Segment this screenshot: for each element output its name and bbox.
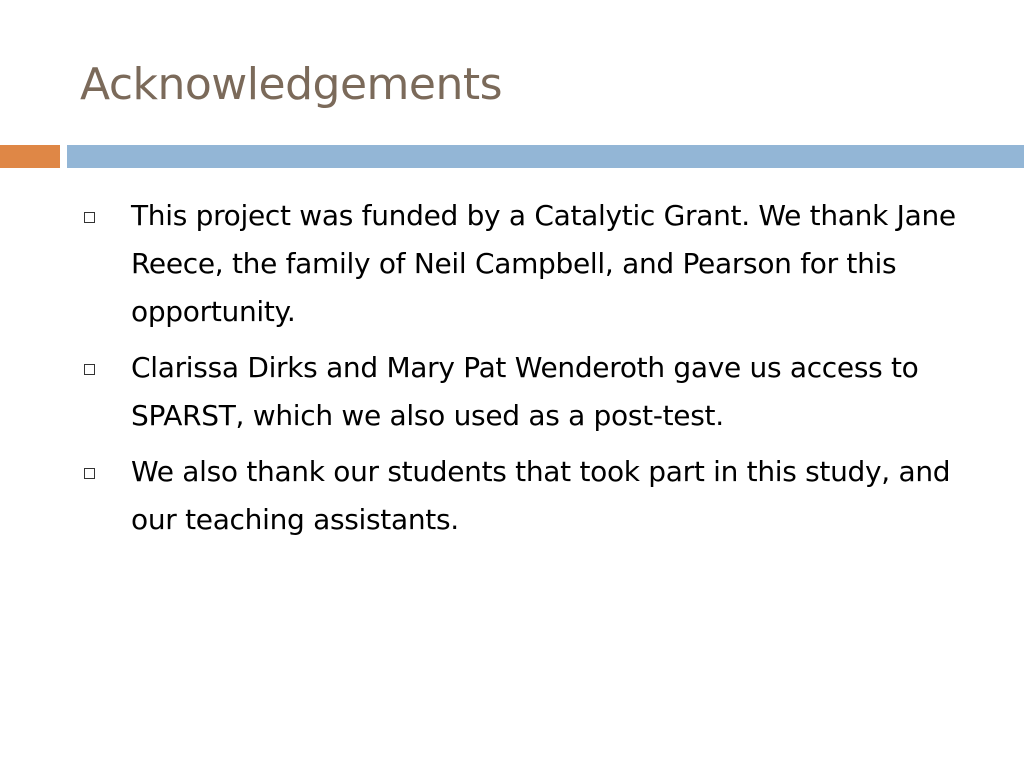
bullet-item (80, 344, 960, 440)
bullet-text: This project was funded by a Catalytic Grant. We thank Jane Reece, the family of Neil Campbell, and Pearson for this opportunity. (131, 199, 956, 328)
bullet-text: We also thank our students that took part in this study, and our teaching assistants. (131, 455, 951, 536)
slide-title: Acknowledgements (80, 59, 503, 110)
square-bullet-icon (84, 212, 95, 223)
square-bullet-icon (84, 364, 95, 375)
bullet-list (80, 192, 960, 552)
bullet-item (80, 192, 960, 336)
title-accent-bar-orange (0, 145, 60, 168)
bullet-item (80, 448, 960, 544)
square-bullet-icon (84, 468, 95, 479)
bullet-text: Clarissa Dirks and Mary Pat Wenderoth gave us access to SPARST, which we also used as a post-test. (131, 351, 919, 432)
title-accent-bar-blue (67, 145, 1024, 168)
